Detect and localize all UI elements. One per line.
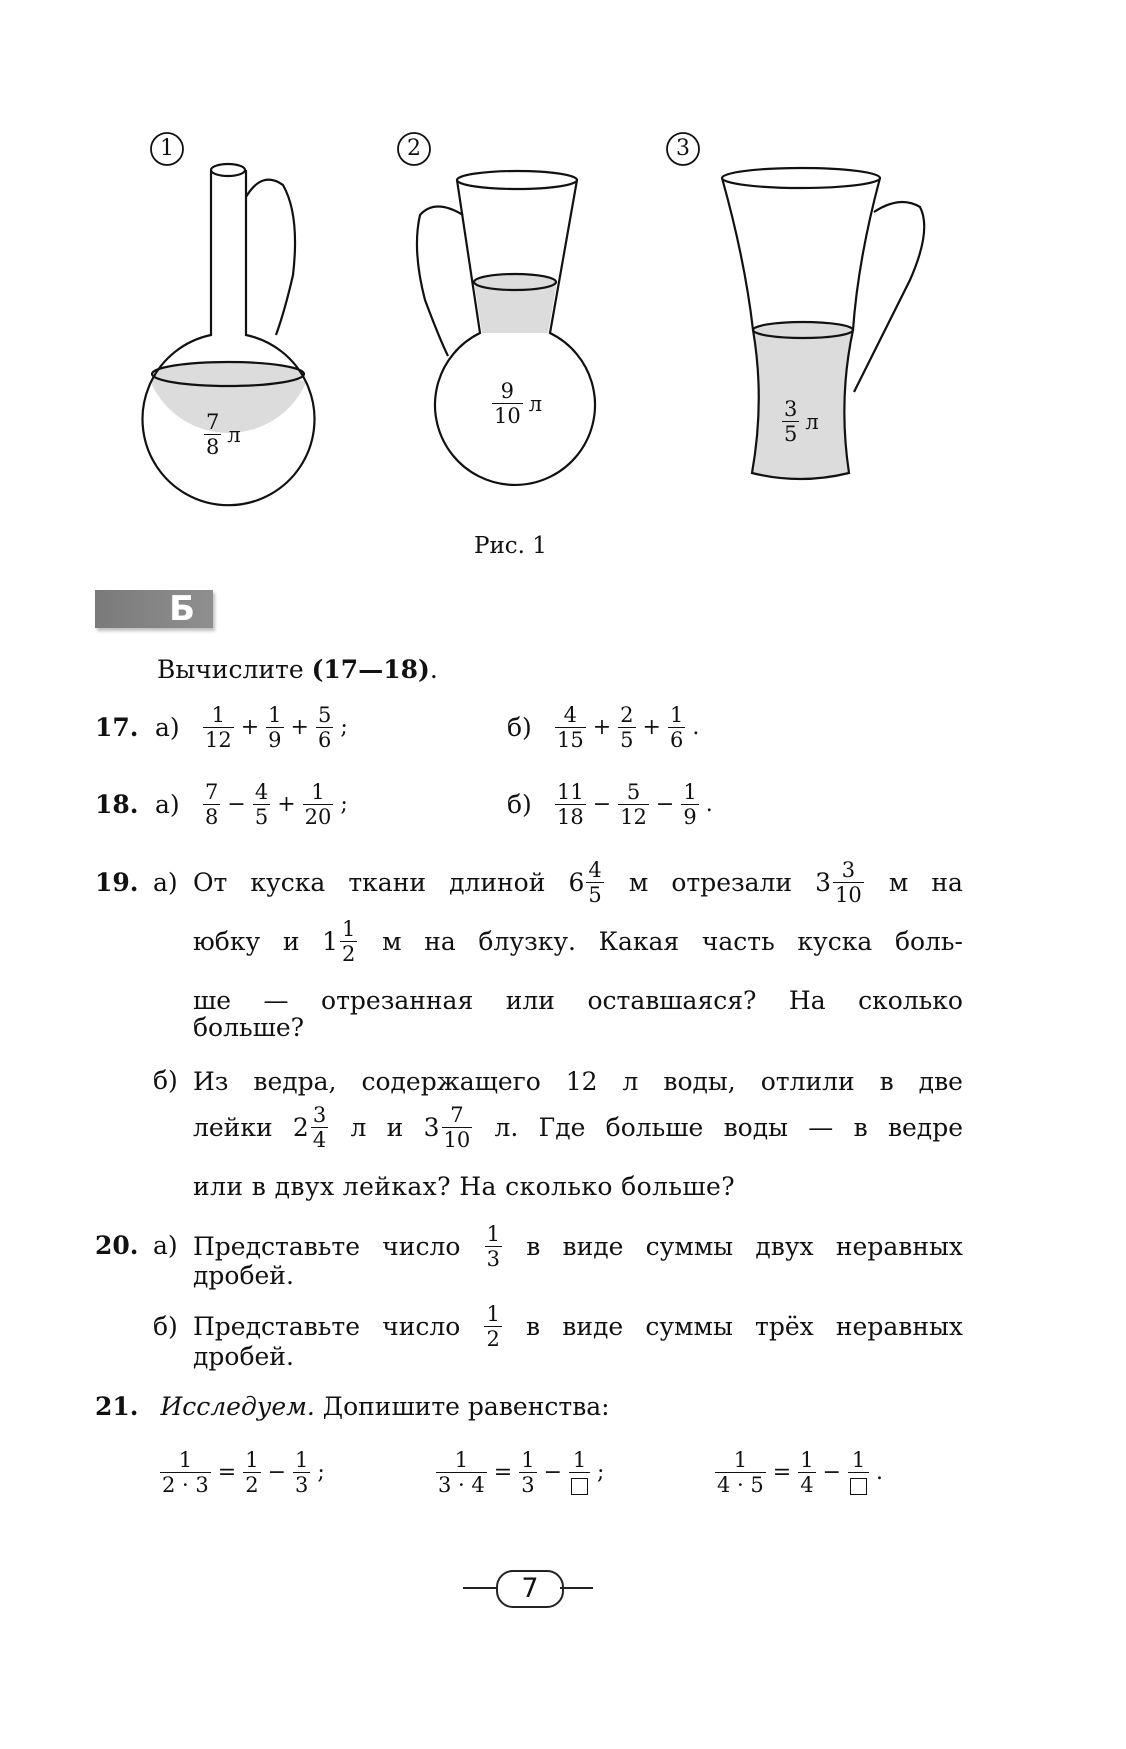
vessel-1-volume: $\frac{7}{8}$ л [206,410,241,459]
problem-19-number: 19. [95,868,139,897]
vessel-3-mug [722,168,924,479]
vessel-3-volume: $\frac{3}{5}$ л [784,397,819,446]
problem-21-heading: 21. Исследуем. Допишите равенства: [95,1392,610,1421]
vessel-1-label: 1 [160,136,174,161]
problem-19-a-label: а) [153,868,178,897]
problem-18-b: б) $\frac{11}{18}$ − $\frac{5}{12}$ − $\frac{1}{9}$ . [507,780,713,829]
figure-vessels [0,0,1126,520]
section-badge [95,590,213,628]
section-badge-label: Б [169,589,195,629]
figure-caption: Рис. 1 [474,533,547,559]
page-number: 7 [496,1570,564,1608]
problem-20-a-line-1: Представьте число $\frac{1}{3}$ в виде суммы двух неравных [193,1222,963,1271]
problem-21-equation-3: $\frac{1}{4 \cdot 5}$ = $\frac{1}{4}$ − 1 . [717,1448,883,1497]
problem-19-b-line-3: или в двух лейках? На сколько больше? [193,1172,735,1201]
page-number-rule-right [560,1587,593,1589]
problem-20-b-line-1: Представьте число $\frac{1}{2}$ в виде суммы трёх неравных [193,1302,963,1351]
problem-20-number: 20. [95,1231,139,1260]
problem-21-equation-1: $\frac{1}{2 \cdot 3}$ = $\frac{1}{2}$ − $\frac{1}{3}$ ; [162,1448,325,1497]
problem-18-a: 18. а) $\frac{7}{8}$ − $\frac{4}{5}$ + $\frac{1}{20}$ ; [95,780,348,829]
page-number-rule-left [463,1587,498,1589]
problem-19-b-label: б) [153,1066,178,1095]
blank-box [571,1478,588,1495]
problem-17-a: 17. а) $\frac{1}{12}$ + $\frac{1}{9}$ + $\frac{5}{6}$ ; [95,703,348,752]
problem-20-b-label: б) [153,1312,178,1341]
problem-19-a-line-2: юбку и 1 $\frac{1}{2}$ м на блузку. Какая часть куска боль- [193,917,963,966]
problem-19-b-line-2: лейки 2 $\frac{3}{4}$ л и 3 $\frac{7}{10}$ л. Где больше воды — в ведре [193,1103,963,1152]
vessel-2-label: 2 [407,136,421,161]
problem-20-a-label: а) [153,1231,178,1260]
vessel-3-label: 3 [676,136,690,161]
intro-instruction: Вычислите (17—18). [157,655,438,684]
vessel-2-jug [417,171,595,485]
problem-17-b: б) $\frac{4}{15}$ + $\frac{2}{5}$ + $\frac{1}{6}$ . [507,703,700,752]
problem-19-a-line-3: ше — отрезанная или оставшаяся? На сколько [193,985,963,1015]
problem-19-b-line-1: Из ведра, содержащего 12 л воды, отлили в две [193,1066,963,1096]
problem-20-a-line-2: дробей. [193,1261,294,1290]
vessel-2-volume: $\frac{9}{10}$ л [494,379,543,428]
problem-19-a-line-4: больше? [193,1013,305,1042]
problem-19-a-line-1: От куска ткани длиной 6 $\frac{4}{5}$ м отрезали 3 $\frac{3}{10}$ м на [193,858,963,907]
problem-20-b-line-2: дробей. [193,1342,294,1371]
blank-box [850,1478,867,1495]
problem-21-equation-2: $\frac{1}{3 \cdot 4}$ = $\frac{1}{3}$ − 1 ; [438,1448,605,1497]
